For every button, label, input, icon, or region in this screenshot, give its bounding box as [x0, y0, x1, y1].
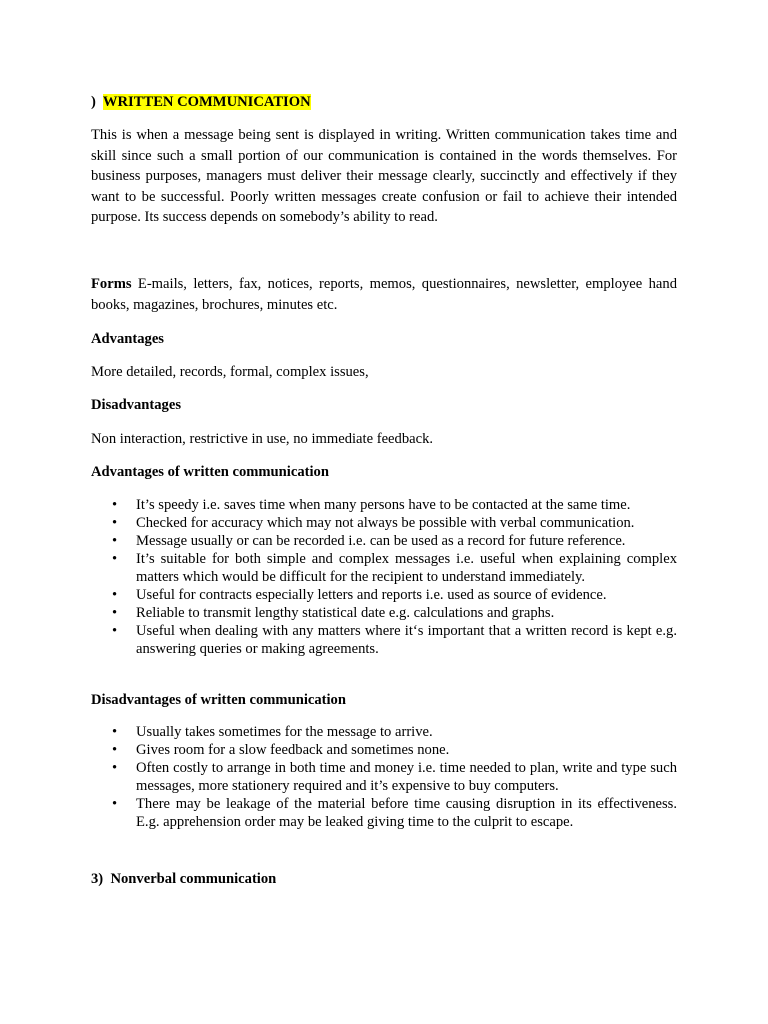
- bullet-icon: •: [112, 497, 118, 513]
- bullet-icon: •: [112, 623, 118, 639]
- forms-paragraph: [91, 274, 677, 315]
- list-item-text: Checked for accuracy which may not always be possible with verbal communication.: [136, 515, 635, 531]
- forms-label: Forms: [91, 276, 132, 292]
- list-item: [91, 514, 677, 532]
- intro-paragraph-block: [91, 125, 677, 228]
- bullet-icon: •: [112, 796, 118, 812]
- list-item: [91, 532, 677, 550]
- bullet-icon: •: [112, 515, 118, 531]
- list-item-text: Gives room for a slow feedback and sometimes none.: [136, 742, 450, 758]
- advantages-heading: Advantages: [91, 331, 164, 347]
- list-item-text: It’s speedy i.e. saves time when many persons have to be contacted at the same time.: [136, 497, 631, 513]
- bullet-icon: •: [112, 724, 118, 740]
- intro-paragraph: This is when a message being sent is displayed in writing. Written communication takes time and skill since such a small portion of our communication is contained in the words themselves. For business purposes, managers must deliver their message clearly, succinctly and effectively if they want to be successful. Poorly written messages create confusion or fail to achieve their intended purpose. Its success depends on somebody’s ability to read.: [91, 127, 677, 225]
- list-item-text: There may be leakage of the material before time causing disruption in its effectiveness. E.g. apprehension order may be leaked giving time to the culprit to escape.: [136, 796, 677, 830]
- advantages-written-list: [91, 496, 677, 658]
- section-number: ): [91, 94, 96, 110]
- list-item: [91, 759, 677, 795]
- list-item-text: It’s suitable for both simple and complex messages i.e. useful when explaining complex matters which would be difficult for the recipient to understand immediately.: [136, 551, 677, 585]
- list-item: [91, 586, 677, 604]
- disadvantages-written-block: [91, 690, 677, 710]
- disadvantages-block: [91, 395, 677, 415]
- bullet-icon: •: [112, 760, 118, 776]
- disadvantages-written-list: [91, 723, 677, 831]
- list-item: [91, 550, 677, 586]
- advantages-written-block: [91, 462, 677, 482]
- forms-block: [91, 274, 677, 315]
- list-item: [91, 496, 677, 514]
- bullet-icon: •: [112, 587, 118, 603]
- list-item: [91, 795, 677, 831]
- next-section-number: 3): [91, 871, 104, 887]
- list-item-text: Message usually or can be recorded i.e. can be used as a record for future reference.: [136, 533, 626, 549]
- disadvantages-text-block: [91, 429, 677, 450]
- disadvantages-heading: Disadvantages: [91, 397, 182, 413]
- bullet-icon: •: [112, 533, 118, 549]
- bullet-icon: •: [112, 551, 118, 567]
- list-item-text: Often costly to arrange in both time and money i.e. time needed to plan, write and type such messages, more stationery required and it’s expensive to buy computers.: [136, 760, 677, 794]
- list-item-text: Useful for contracts especially letters and reports i.e. used as source of evidence.: [136, 587, 607, 603]
- advantages-block: [91, 329, 677, 349]
- list-item: [91, 622, 677, 658]
- list-item-text: Useful when dealing with any matters where it‘s important that a written record is kept e.g. answering queries or making agreements.: [136, 623, 677, 657]
- list-item-text: Usually takes sometimes for the message to arrive.: [136, 724, 433, 740]
- section-title: WRITTEN COMMUNICATION: [102, 94, 311, 110]
- advantages-text: More detailed, records, formal, complex issues,: [91, 364, 369, 380]
- forms-text: E-mails, letters, fax, notices, reports, memos, questionnaires, newsletter, employee hand books, magazines, brochures, minutes etc.: [91, 276, 677, 313]
- next-section-title: Nonverbal communication: [110, 871, 277, 887]
- list-item: [91, 604, 677, 622]
- disadvantages-text: Non interaction, restrictive in use, no immediate feedback.: [91, 431, 434, 447]
- list-item: [91, 723, 677, 741]
- list-item: [91, 741, 677, 759]
- advantages-written-list-block: [91, 496, 677, 658]
- advantages-text-block: [91, 362, 677, 383]
- next-section-heading: [91, 869, 677, 889]
- disadvantages-written-list-block: [91, 723, 677, 831]
- list-item-text: Reliable to transmit lengthy statistical date e.g. calculations and graphs.: [136, 605, 555, 621]
- disadvantages-written-heading: Disadvantages of written communication: [91, 692, 346, 708]
- advantages-written-heading: Advantages of written communication: [91, 464, 329, 480]
- section-heading: [91, 93, 677, 111]
- bullet-icon: •: [112, 742, 118, 758]
- bullet-icon: •: [112, 605, 118, 621]
